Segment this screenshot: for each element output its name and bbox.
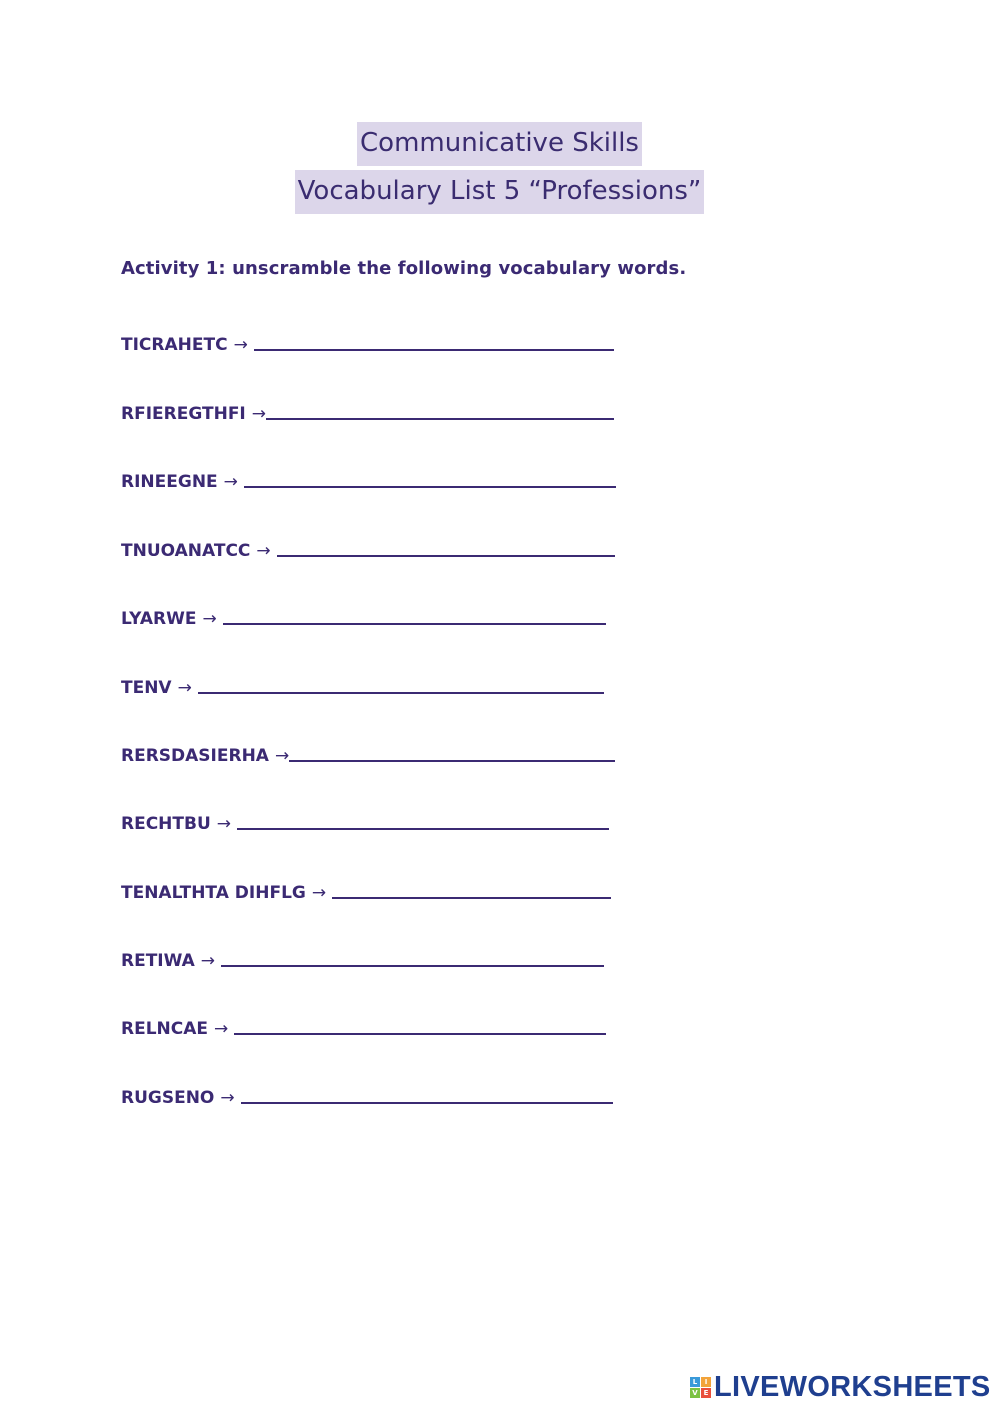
- list-item: [121, 466, 616, 492]
- arrow-icon: →: [251, 404, 267, 424]
- scrambled-word: RETIWA: [121, 951, 195, 971]
- list-item: [121, 672, 604, 698]
- answer-line[interactable]: [266, 418, 614, 420]
- answer-line[interactable]: [241, 1102, 613, 1104]
- arrow-icon: →: [233, 335, 248, 355]
- arrow-icon: →: [274, 746, 290, 766]
- answer-line[interactable]: [244, 486, 616, 488]
- answer-line[interactable]: [234, 1033, 606, 1035]
- scrambled-word: RECHTBU: [121, 814, 211, 834]
- title-row: [0, 122, 999, 166]
- arrow-icon: →: [223, 472, 238, 492]
- answer-line[interactable]: [198, 692, 604, 694]
- logo-square: E: [701, 1388, 711, 1398]
- subtitle-row: [0, 170, 999, 214]
- scrambled-word: RERSDASIERHA: [121, 746, 269, 766]
- arrow-icon: →: [311, 883, 327, 903]
- logo-text: LIVEWORKSHEETS: [714, 1370, 991, 1403]
- arrow-icon: →: [256, 541, 271, 561]
- logo-square: L: [690, 1377, 700, 1387]
- arrow-icon: →: [177, 678, 192, 698]
- answer-line[interactable]: [277, 555, 615, 557]
- answer-line[interactable]: [332, 897, 611, 899]
- answer-line[interactable]: [254, 349, 614, 351]
- scrambled-word: RUGSENO: [121, 1088, 215, 1108]
- scrambled-word: TICRAHETC: [121, 335, 228, 355]
- scrambled-word: LYARWE: [121, 609, 197, 629]
- list-item: [121, 1082, 613, 1108]
- activity-instruction: Activity 1: unscramble the following vocabulary words.: [121, 258, 687, 279]
- list-item: [121, 329, 614, 355]
- answer-line[interactable]: [237, 828, 609, 830]
- scrambled-word: RINEEGNE: [121, 472, 218, 492]
- scrambled-word: TENALTHTA DIHFLG: [121, 883, 306, 903]
- arrow-icon: →: [216, 814, 232, 834]
- logo-square: I: [701, 1377, 711, 1387]
- list-item: [121, 877, 611, 903]
- arrow-icon: →: [214, 1019, 229, 1039]
- answer-line[interactable]: [221, 965, 604, 967]
- scrambled-word: RELNCAE: [121, 1019, 209, 1039]
- list-item: [121, 398, 614, 424]
- list-item: [121, 740, 615, 766]
- arrow-icon: →: [220, 1088, 235, 1108]
- page-subtitle: Vocabulary List 5 “Professions”: [295, 170, 705, 214]
- arrow-icon: →: [200, 951, 216, 971]
- scrambled-word: RFIEREGTHFI: [121, 404, 246, 424]
- arrow-icon: →: [202, 609, 217, 629]
- answer-line[interactable]: [223, 623, 606, 625]
- page-title: Communicative Skills: [357, 122, 642, 166]
- list-item: [121, 603, 606, 629]
- liveworksheets-squares-icon: [690, 1377, 711, 1398]
- list-item: [121, 535, 615, 561]
- liveworksheets-logo: [690, 1372, 991, 1402]
- list-item: [121, 808, 609, 834]
- scrambled-word: TENV: [121, 678, 172, 698]
- list-item: [121, 1013, 606, 1039]
- list-item: [121, 945, 604, 971]
- scrambled-word: TNUOANATCC: [121, 541, 251, 561]
- answer-line[interactable]: [289, 760, 615, 762]
- logo-square: V: [690, 1388, 700, 1398]
